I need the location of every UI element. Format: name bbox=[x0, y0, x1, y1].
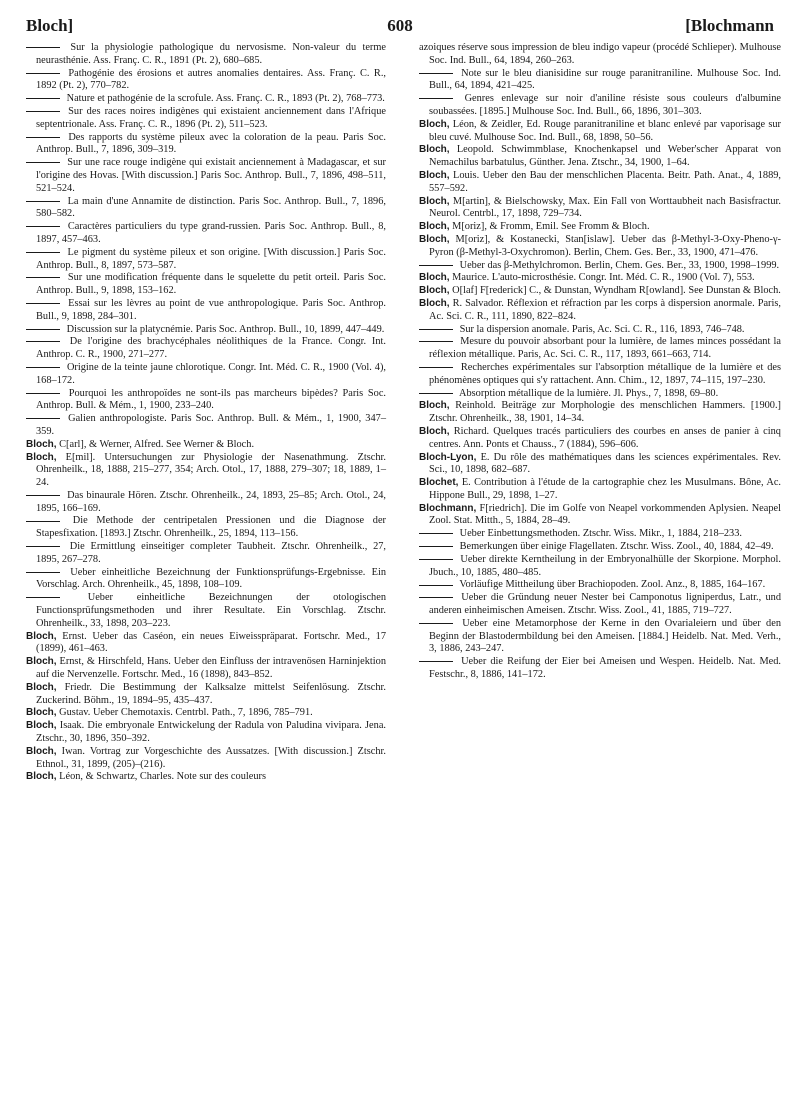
bibliography-entry bbox=[26, 196, 386, 222]
entry-text: Ueber Einbettungsmethoden. Ztschr. Wiss. Mikr., 1, 1884, 218–233. bbox=[459, 528, 742, 540]
bibliography-entry bbox=[419, 388, 781, 401]
bibliography-entry bbox=[419, 298, 781, 324]
entry-text: azoiques réserve sous impression de bleu indigo vapeur (procédé Schlieper). Mulhouse Soc. Ind. Bull., 64, 1894, 260–263. bbox=[419, 42, 781, 66]
bibliography-entry bbox=[26, 42, 386, 68]
bibliography-entry bbox=[419, 221, 781, 234]
bibliography-entry bbox=[419, 272, 781, 285]
repeat-author-dash bbox=[26, 303, 60, 304]
entry-text: Richard. Quelques tracés particuliers des courbes en anses de panier à cinq centres. Ann. Ponts et Chauss., 7 (1884), 596–606. bbox=[429, 425, 781, 450]
repeat-author-dash bbox=[419, 367, 453, 368]
entry-author: Bloch, bbox=[26, 745, 57, 757]
entry-text: Ueber die Reifung der Eier bei Ameisen und Wespen. Heidelb. Nat. Med. Festschr., 8, 1886, 141–172. bbox=[429, 656, 781, 681]
entry-text: Louis. Ueber den Bau der menschlichen Placenta. Beitr. Path. Anat., 4, 1889, 557–592. bbox=[429, 169, 781, 194]
entry-text: Pourquoi les anthropoïdes ne sont-ils pas marcheurs bipèdes? Paris Soc. Anthrop. Bull. & Mém., 1, 1900, 233–240. bbox=[36, 387, 386, 412]
repeat-author-dash bbox=[26, 162, 60, 163]
bibliography-entry bbox=[26, 93, 386, 106]
bibliography-entry bbox=[26, 413, 386, 439]
entry-text: Ueber einheitliche Bezeichnung der Funktionsprüfungs-Ergebnisse. Ein Vorschlag. Arch. Ohrenheilk., 45, 1898, 108–109. bbox=[36, 566, 387, 591]
entry-text: F[riedrich]. Die im Golfe von Neapel vorkommenden Aplysien. Neapel Zool. Stat. Mitth., 5, 1884, 28–49. bbox=[429, 502, 781, 527]
entry-text: Sur la physiologie pathologique du nervosisme. Non-valeur du terme neurasthénie. Ass. Franç. C. R., 1891 (Pt. 2), 680–685. bbox=[36, 42, 386, 66]
bibliography-entry bbox=[26, 541, 386, 567]
entry-author: Bloch, bbox=[26, 438, 57, 450]
bibliography-entry bbox=[26, 324, 386, 337]
entry-text: Maurice. L'auto-microsthésie. Congr. Int. Méd. C. R., 1900 (Vol. 7), 553. bbox=[452, 272, 755, 284]
right-column bbox=[419, 42, 781, 682]
entry-author: Bloch, bbox=[26, 630, 57, 642]
bibliography-entry bbox=[419, 144, 781, 170]
repeat-author-dash bbox=[26, 418, 60, 419]
entry-text: Note sur le bleu dianisidine sur rouge paranitraniline. Mulhouse Soc. Ind. Bull., 64, 1894, 421–425. bbox=[429, 67, 781, 92]
entry-author: Bloch, bbox=[26, 771, 57, 783]
repeat-author-dash bbox=[26, 98, 60, 99]
entry-text: Bemerkungen über einige Flagellaten. Ztschr. Wiss. Zool., 40, 1884, 42–49. bbox=[459, 541, 774, 553]
page-number: 608 bbox=[387, 16, 413, 35]
repeat-author-dash bbox=[419, 329, 453, 330]
bibliography-entry bbox=[26, 272, 386, 298]
entry-text: Ueber das β-Methylchromon. Berlin, Chem. Ges. Ber., 33, 1900, 1998–1999. bbox=[459, 259, 780, 271]
entry-text: Léon, & Zeidler, Ed. Rouge paranitraniline et blanc enlevé par vaporisage sur bleu cuvé. Mulhouse Soc. Ind. Bull., 68, 1898, 50–56. bbox=[429, 118, 781, 143]
bibliography-entry bbox=[26, 68, 386, 94]
bibliography-entry bbox=[419, 93, 781, 119]
repeat-author-dash bbox=[26, 367, 60, 368]
bibliography-entry bbox=[26, 707, 386, 720]
header-left: Bloch] bbox=[26, 16, 74, 35]
bibliography-entry bbox=[419, 528, 781, 541]
bibliography-entry bbox=[419, 170, 781, 196]
running-header bbox=[20, 16, 780, 40]
entry-text: Sur des races noires indigènes qui existaient anciennement dans l'Afrique septentrionale. Ass. Franç. C. R., 1896 (Pt. 2), 511–523. bbox=[36, 105, 386, 130]
entry-text: Pathogénie des érosions et autres anomalies dentaires. Ass. Franç. C. R., 1892 (Pt. 2), 770–782. bbox=[36, 67, 386, 92]
bibliography-entry bbox=[419, 196, 781, 222]
bibliography-entry bbox=[419, 541, 781, 554]
bibliography-entry bbox=[26, 567, 386, 593]
bibliography-entry bbox=[419, 285, 781, 298]
repeat-author-dash bbox=[26, 329, 60, 330]
repeat-author-dash bbox=[26, 572, 60, 573]
repeat-author-dash bbox=[26, 521, 60, 522]
entry-text: C[arl], & Werner, Alfred. See Werner & Bloch. bbox=[59, 438, 255, 450]
entry-author: Bloch, bbox=[26, 720, 57, 732]
entry-author: Bloch, bbox=[26, 451, 57, 463]
bibliography-entry bbox=[26, 336, 386, 362]
entry-author: Bloch, bbox=[419, 221, 450, 233]
repeat-author-dash bbox=[26, 201, 60, 202]
bibliography-entry bbox=[26, 221, 386, 247]
bibliography-entry bbox=[26, 247, 386, 273]
entry-text: O[laf] F[rederick] C., & Dunstan, Wyndham R[owland]. See Dunstan & Bloch. bbox=[452, 285, 781, 297]
entry-text: E[mil]. Untersuchungen zur Physiologie der Nasenathmung. Ztschr. Ohrenheilk., 18, 1888, 215–277, 354; Arch. Otol., 17, 1888, 279–307; 18, 1889, 1–24. bbox=[36, 451, 386, 489]
repeat-author-dash bbox=[419, 623, 453, 624]
repeat-author-dash bbox=[419, 661, 453, 662]
entry-text: Genres enlevage sur noir d'aniline résiste sous couleurs d'albumine soubassées. [1895.] Mulhouse Soc. Ind. Bull., 66, 1896, 301–303. bbox=[429, 93, 781, 117]
repeat-author-dash bbox=[26, 137, 60, 138]
entry-text: Ueber direkte Kerntheilung in der Embryonalhülle der Skorpione. Morphol. Jbuch., 10, 1885, 480–485. bbox=[429, 553, 781, 578]
entry-author: Bloch, bbox=[419, 195, 450, 207]
bibliography-entry bbox=[419, 554, 781, 580]
entry-text: Sur la dispersion anomale. Paris, Ac. Sci. C. R., 116, 1893, 746–748. bbox=[459, 323, 745, 335]
bibliography-entry bbox=[26, 388, 386, 414]
entry-text: Caractères particuliers du type grand-russien. Paris Soc. Anthrop. Bull., 8, 1897, 457–463. bbox=[36, 221, 386, 245]
repeat-author-dash bbox=[26, 495, 60, 496]
bibliography-entry bbox=[26, 682, 386, 708]
bibliography-entry bbox=[26, 515, 386, 541]
bibliography-entry bbox=[419, 579, 781, 592]
bibliography-entry bbox=[26, 631, 386, 657]
entry-text: Recherches expérimentales sur l'absorption métallique de la lumière et des phénomènes optiques qui s'y rattachent. Ann. Chim., 12, 1897, 74–115, 197–230. bbox=[429, 361, 782, 386]
entry-text: La main d'une Annamite de distinction. Paris Soc. Anthrop. Bull., 7, 1896, 580–582. bbox=[36, 195, 386, 220]
repeat-author-dash bbox=[26, 226, 60, 227]
entry-text: Gustav. Ueber Chemotaxis. Centrbl. Path., 7, 1896, 785–791. bbox=[59, 707, 313, 719]
entry-text: Leopold. Schwimmblase, Knochenkapsel und Weber'scher Apparat von Nemachilus barbatulus, Günther. Jena. Ztschr., 34, 1900, 1–64. bbox=[429, 144, 781, 169]
entry-text: Ueber einheitliche Bezeichnungen der otologischen Functionsprüfungsmethoden und ihrer Resultate. Ein Vorschlag. Ztschr. Ohrenheilk., 33, 1898, 203–223. bbox=[36, 592, 386, 629]
entry-text: Absorption métallique de la lumière. Jl. Phys., 7, 1898, 69–80. bbox=[459, 387, 719, 399]
bibliography-entry bbox=[419, 42, 781, 68]
entry-text: M[artin], & Bielschowsky, Max. Ein Fall von Worttaubheit nach Basisfractur. Neurol. Centrbl., 17, 1898, 729–734. bbox=[429, 195, 781, 220]
repeat-author-dash bbox=[419, 559, 453, 560]
entry-text: Isaak. Die embryonale Entwickelung der Radula von Paludina vivipara. Jena. Ztschr., 30, 1896, 350–392. bbox=[36, 720, 386, 745]
entry-text: Iwan. Vortrag zur Vorgeschichte des Aussatzes. [With discussion.] Ztschr. Ethnol., 31, 1899, (205)–(216). bbox=[36, 745, 386, 770]
entry-text: Ueber eine Metamorphose der Kerne in den Ovarialeiern und über den Beginn der Blastodermbildung bei den Ameisen. [1884.] Heidelb. Nat. Med. Verh., 3, 1886, 243–247. bbox=[429, 617, 781, 655]
entry-author: Bloch, bbox=[419, 425, 450, 437]
bibliography-entry bbox=[419, 362, 781, 388]
repeat-author-dash bbox=[419, 265, 453, 266]
entry-text: Reinhold. Beiträge zur Morphologie des menschlichen Hammers. [1900.] Ztschr. Ohrenheilk., 38, 1901, 14–34. bbox=[429, 400, 781, 425]
bibliography-entry bbox=[419, 503, 781, 529]
entry-text: Galien anthropologiste. Paris Soc. Anthrop. Bull. & Mém., 1, 1900, 347–359. bbox=[36, 413, 386, 437]
bibliography-entry bbox=[26, 746, 386, 772]
entry-author: Blochmann, bbox=[419, 502, 477, 514]
bibliography-entry bbox=[26, 439, 386, 452]
bibliography-entry bbox=[419, 452, 781, 478]
bibliography-entry bbox=[26, 157, 386, 195]
repeat-author-dash bbox=[26, 73, 60, 74]
repeat-author-dash bbox=[419, 533, 453, 534]
repeat-author-dash bbox=[419, 393, 453, 394]
entry-author: Bloch, bbox=[419, 118, 450, 130]
repeat-author-dash bbox=[26, 111, 60, 112]
repeat-author-dash bbox=[26, 393, 60, 394]
entry-author: Bloch, bbox=[419, 144, 450, 156]
entry-author: Bloch, bbox=[419, 400, 450, 412]
entry-author: Bloch, bbox=[26, 656, 57, 668]
repeat-author-dash bbox=[26, 597, 60, 598]
entry-author: Bloch-Lyon, bbox=[419, 451, 477, 463]
entry-author: Bloch, bbox=[419, 285, 450, 297]
entry-author: Bloch, bbox=[419, 297, 450, 309]
repeat-author-dash bbox=[419, 546, 453, 547]
repeat-author-dash bbox=[26, 341, 60, 342]
bibliography-entry bbox=[26, 720, 386, 746]
bibliography-entry bbox=[419, 234, 781, 260]
bibliography-entry bbox=[419, 119, 781, 145]
bibliography-entry bbox=[26, 106, 386, 132]
bibliography-entry bbox=[419, 618, 781, 656]
entry-author: Bloch, bbox=[419, 272, 450, 284]
repeat-author-dash bbox=[419, 597, 453, 598]
entry-author: Bloch, bbox=[26, 681, 57, 693]
entry-text: Des rapports du système pileux avec la coloration de la peau. Paris Soc. Anthrop. Bull., 7, 1896, 309–319. bbox=[36, 131, 386, 156]
bibliography-entry bbox=[419, 400, 781, 426]
entry-text: Die Ermittlung einseitiger completer Taubheit. Ztschr. Ohrenheilk., 27, 1895, 267–278. bbox=[36, 541, 386, 565]
entry-text: Das binaurale Hören. Ztschr. Ohrenheilk., 24, 1893, 25–85; Arch. Otol., 24, 1895, 166–169. bbox=[36, 489, 387, 514]
bibliography-entry bbox=[26, 298, 386, 324]
entry-text: Vorläufige Mittheilung über Brachiopoden. Zool. Anz., 8, 1885, 164–167. bbox=[459, 579, 766, 591]
entry-text: E. Du rôle des mathématiques dans les sciences expérimentales. Rev. Sci., 10, 1898, 682–687. bbox=[429, 451, 781, 476]
bibliography-entry bbox=[419, 68, 781, 94]
bibliography-entry bbox=[419, 656, 781, 682]
entry-author: Bloch, bbox=[419, 169, 450, 181]
bibliography-entry bbox=[26, 771, 386, 784]
bibliography-entry bbox=[26, 490, 386, 516]
bibliography-entry bbox=[26, 592, 386, 630]
repeat-author-dash bbox=[26, 277, 60, 278]
bibliography-entry bbox=[419, 324, 781, 337]
entry-text: Friedr. Die Bestimmung der Kalksalze mittelst Seifenlösung. Ztschr. Zuckerind. Böhm., 19, 1894–95, 435–437. bbox=[36, 681, 386, 706]
entry-text: Ueber die Gründung neuer Nester bei Camponotus ligniperdus, Latr., und anderen einheimischen Ameisen. Ztschr. Wiss. Zool., 41, 1885, 719–727. bbox=[429, 592, 781, 617]
entry-text: De l'origine des brachycéphales néolithiques de la France. Congr. Int. Anthrop. C. R., 1900, 271–277. bbox=[36, 336, 386, 361]
bibliography-entry bbox=[26, 656, 386, 682]
bibliography-entry bbox=[419, 260, 781, 273]
entry-text: Die Methode der centripetalen Pressionen und die Diagnose der Stapesfixation. [1893.] Ztschr. Ohrenheilk., 25, 1894, 113–156. bbox=[36, 515, 386, 540]
repeat-author-dash bbox=[26, 546, 60, 547]
entry-text: Sur une modification fréquente dans le squelette du petit orteil. Paris Soc. Anthrop. Bull., 9, 1898, 153–162. bbox=[36, 272, 386, 297]
entry-text: M[oriz], & Fromm, Emil. See Fromm & Bloch. bbox=[452, 221, 650, 233]
repeat-author-dash bbox=[419, 98, 453, 99]
entry-author: Blochet, bbox=[419, 477, 459, 489]
entry-text: R. Salvador. Réflexion et réfraction par les corps à dispersion anormale. Paris, Ac. Sci. C. R., 111, 1890, 822–824. bbox=[429, 297, 781, 322]
entry-text: Léon, & Schwartz, Charles. Note sur des couleurs bbox=[59, 771, 266, 783]
entry-author: Bloch, bbox=[26, 707, 57, 719]
entry-text: Ernst. Ueber das Caséon, ein neues Eiweisspräparat. Fortschr. Med., 17 (1899), 461–463. bbox=[36, 630, 386, 655]
repeat-author-dash bbox=[419, 73, 453, 74]
repeat-author-dash bbox=[26, 47, 60, 48]
entry-text: Le pigment du système pileux et son origine. [With discussion.] Paris Soc. Anthrop. Bull., 8, 1897, 573–587. bbox=[36, 246, 386, 271]
entry-text: E. Contribution à l'étude de la cartographie chez les Musulmans. Bône, Ac. Hippone Bull., 29, 1898, 1–27. bbox=[429, 477, 782, 501]
bibliography-entry bbox=[419, 477, 781, 503]
entry-text: Origine de la teinte jaune chlorotique. Congr. Int. Méd. C. R., 1900 (Vol. 4), 168–172. bbox=[36, 361, 386, 386]
bibliography-entry bbox=[26, 452, 386, 490]
entry-text: Ernst, & Hirschfeld, Hans. Ueber den Einfluss der intravenösen Harninjektion auf die Nervenzelle. Fortschr. Med., 16 (1898), 843–852. bbox=[36, 656, 386, 681]
entry-text: Sur une race rouge indigène qui existait anciennement à Madagascar, et sur l'origine des Hovas. [With discussion.] Paris Soc. Anthrop. Bull., 7, 1896, 498–511, 521–524. bbox=[36, 157, 386, 194]
entry-text: Nature et pathogénie de la scrofule. Ass. Franç. C. R., 1893 (Pt. 2), 768–773. bbox=[66, 93, 385, 105]
repeat-author-dash bbox=[419, 341, 453, 342]
bibliography-entry bbox=[419, 592, 781, 618]
entry-text: Mesure du pouvoir absorbant pour la lumière, de lames minces possédant la réflexion métallique. Paris, Ac. Sci. C. R., 117, 1893, 661–663, 714. bbox=[429, 336, 781, 361]
bibliography-entry bbox=[419, 336, 781, 362]
left-column bbox=[26, 42, 386, 784]
entry-text: Essai sur les lèvres au point de vue anthropologique. Paris Soc. Anthrop. Bull., 9, 1898, 284–301. bbox=[36, 297, 386, 322]
entry-text: Discussion sur la platycnémie. Paris Soc. Anthrop. Bull., 10, 1899, 447–449. bbox=[66, 323, 385, 335]
bibliography-entry bbox=[419, 426, 781, 452]
entry-text: M[oriz], & Kostanecki, Stan[islaw]. Ueber das β-Methyl-3-Oxy-Pheno-γ-Pyron (β-Methyl-3-Oxychromon). Berlin, Chem. Ges. Ber., 33, 1900, 471–476. bbox=[429, 233, 781, 258]
entry-author: Bloch, bbox=[419, 233, 450, 245]
bibliography-entry bbox=[26, 132, 386, 158]
bibliography-entry bbox=[26, 362, 386, 388]
header-right: [Blochmann bbox=[685, 16, 774, 35]
repeat-author-dash bbox=[26, 252, 60, 253]
repeat-author-dash bbox=[419, 585, 453, 586]
